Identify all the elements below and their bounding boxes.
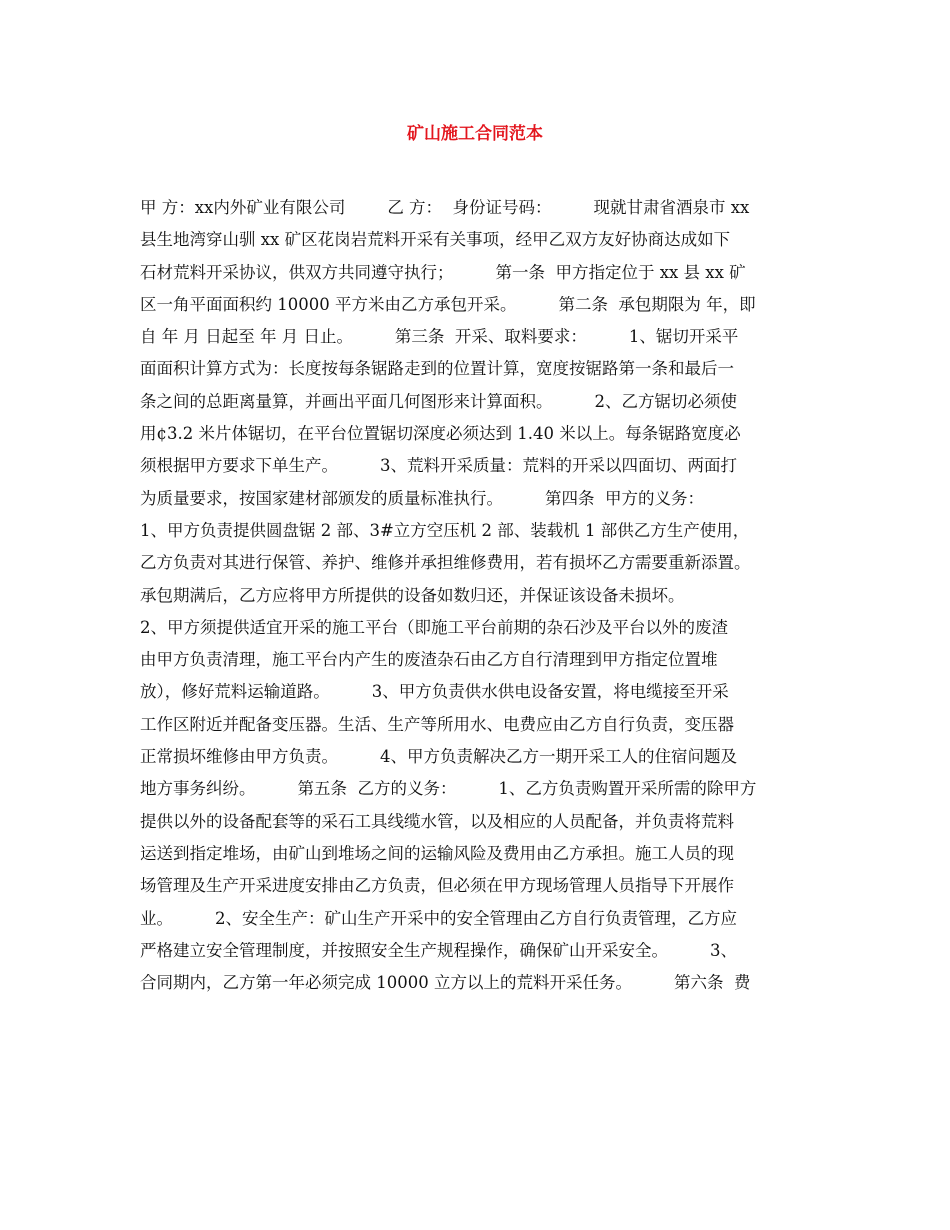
contract-text-line: 石材荒料开采协议，供双方共同遵守执行； 第一条 甲方指定位于 xx 县 xx 矿 [140, 262, 746, 282]
contract-text-line: 用¢3.2 米片体锯切，在平台位置锯切深度必须达到 1.40 米以上。每条锯路宽度必 [140, 424, 741, 444]
contract-text-line: 区一角平面面积约 10000 平方米由乙方承包开采。 第二条 承包期限为 年，即 [140, 294, 756, 314]
contract-text-line: 自 年 月 日起至 年 月 日止。 第三条 开采、取料要求： 1、锯切开采平 [140, 327, 739, 347]
contract-text-line: 2、甲方须提供适宜开采的施工平台（即施工平台前期的杂石沙及平台以外的废渣 [140, 617, 728, 637]
contract-text-line: 甲 方：xx内外矿业有限公司 乙 方： 身份证号码： 现就甘肃省酒泉市 xx [140, 198, 750, 217]
contract-text-line: 场管理及生产开采进度安排由乙方负责，但必须在甲方现场管理人员指导下开展作 [140, 876, 734, 896]
contract-body [140, 192, 820, 999]
contract-text-line: 由甲方负责清理，施工平台内产生的废渣杂石由乙方自行清理到甲方指定位置堆 [140, 650, 718, 670]
contract-text-line: 地方事务纠纷。 第五条 乙方的义务： 1、乙方负责购置开采所需的除甲方 [140, 779, 757, 799]
contract-text-line: 县生地湾穿山驯 xx 矿区花岗岩荒料开采有关事项，经甲乙双方友好协商达成如下 [140, 230, 731, 250]
contract-text-line: 正常损坏维修由甲方负责。 4、甲方负责解决乙方一期开采工人的住宿问题及 [140, 747, 737, 767]
contract-text-line: 面面积计算方式为：长度按每条锯路走到的位置计算，宽度按锯路第一条和最后一 [140, 359, 734, 379]
contract-text-line: 为质量要求，按国家建材部颁发的质量标准执行。 第四条 甲方的义务： [140, 488, 704, 508]
contract-text-line: 运送到指定堆场，由矿山到堆场之间的运输风险及费用由乙方承担。施工人员的现 [140, 843, 734, 863]
contract-text-line: 提供以外的设备配套等的采石工具线缆水管，以及相应的人员配备，并负责将荒料 [140, 811, 734, 831]
contract-text-line: 合同期内，乙方第一年必须完成 10000 立方以上的荒料开采任务。 第六条 费 [140, 973, 751, 993]
contract-text-line: 承包期满后，乙方应将甲方所提供的设备如数归还，并保证该设备未损坏。 [140, 585, 685, 605]
contract-text-line: 1、甲方负责提供圆盘锯 2 部、3#立方空压机 2 部、装载机 1 部供乙方生产使用， [140, 520, 750, 540]
contract-text-line: 严格建立安全管理制度，并按照安全生产规程操作，确保矿山开采安全。 3、 [140, 940, 737, 960]
contract-text-line: 乙方负责对其进行保管、养护、维修并承担维修费用，若有损坏乙方需要重新添置。 [140, 553, 751, 573]
document-title: 矿山施工合同范本 [407, 124, 543, 144]
contract-text-line: 须根据甲方要求下单生产。 3、荒料开采质量：荒料的开采以四面切、两面打 [140, 456, 737, 476]
contract-text-line: 工作区附近并配备变压器。生活、生产等所用水、电费应由乙方自行负责，变压器 [140, 714, 734, 734]
contract-text-line: 条之间的总距离量算，并画出平面几何图形来计算面积。 2、乙方锯切必须使 [140, 391, 737, 411]
contract-text-line: 业。 2、安全生产：矿山生产开采中的安全管理由乙方自行负责管理，乙方应 [140, 908, 737, 928]
contract-text-line: 放），修好荒料运输道路。 3、甲方负责供水供电设备安置，将电缆接至开采 [140, 682, 729, 702]
